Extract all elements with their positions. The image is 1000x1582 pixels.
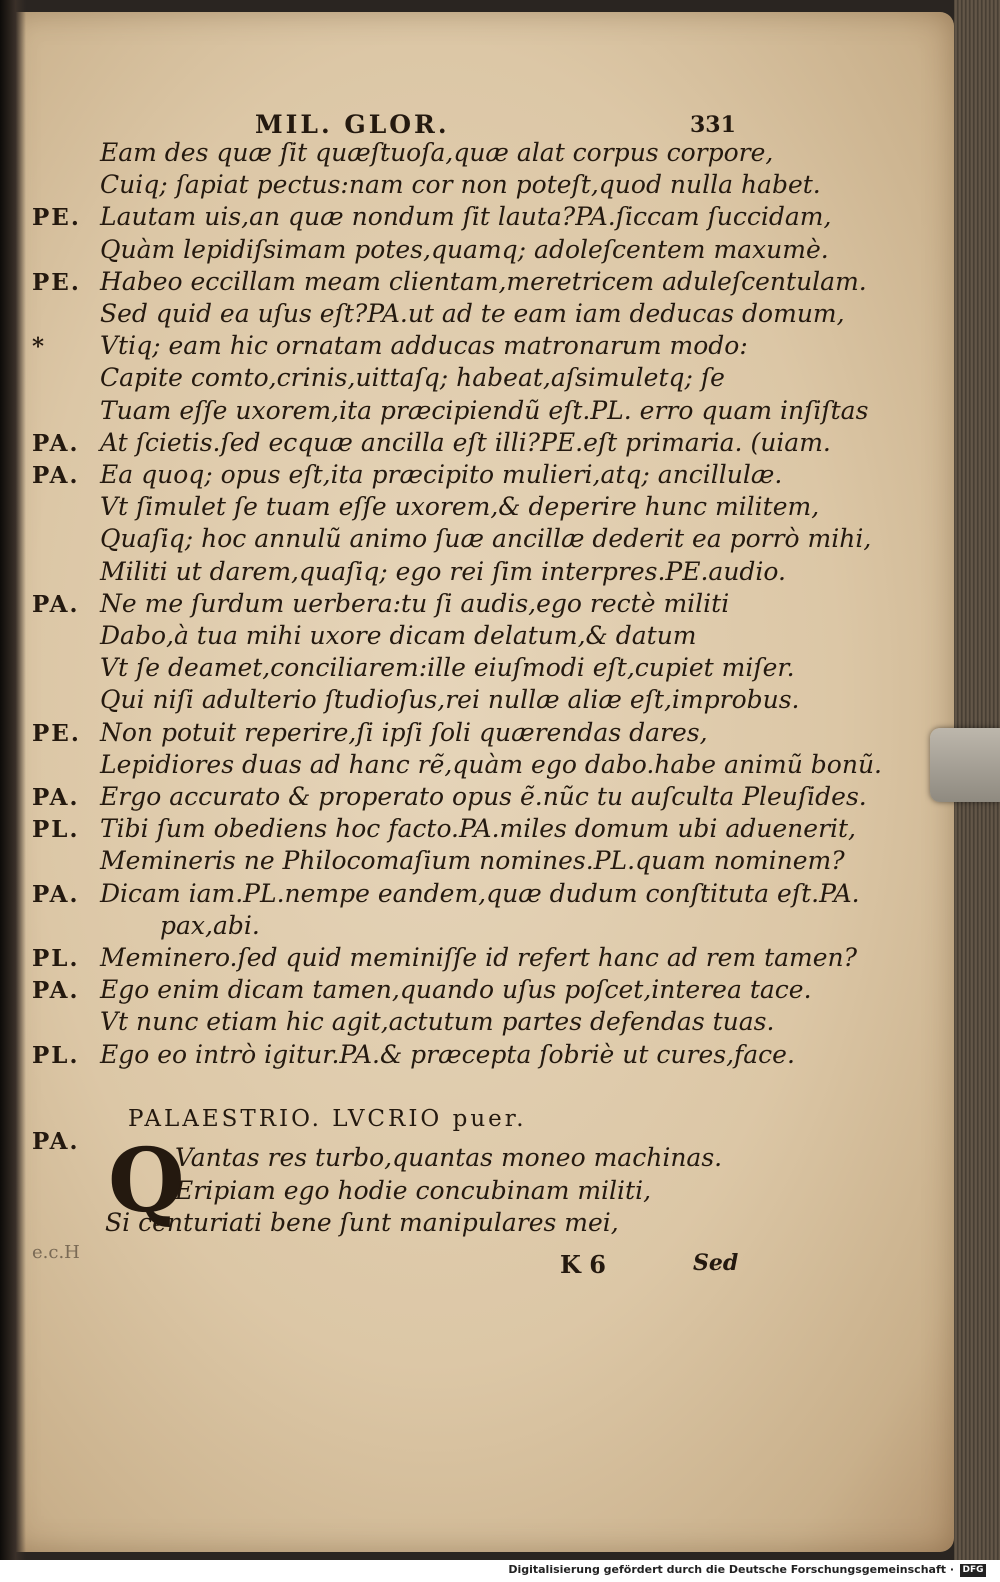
verse-line: Tuam eſſe uxorem,ita præcipiendũ eſt.PL. erro quam inſiſtas <box>100 396 869 425</box>
verse-line: Ergo accurato & properato opus ẽ.nũc tu auſculta Pleuſides. <box>100 782 867 811</box>
verse-line: Vt ſe deamet,conciliarem:ille eiuſmodi eſt,cupiet miſer. <box>100 653 795 682</box>
speaker-label: PA. <box>32 977 80 1004</box>
verse-line: Non potuit reperire,ſi ipſi ſoli quærendas dares, <box>100 718 708 747</box>
catchword: Sed <box>693 1250 739 1276</box>
running-title: MIL. GLOR. <box>255 110 450 139</box>
verse-line: Lepidiores duas ad hanc rẽ,quàm ego dabo.habe animũ bonũ. <box>100 750 882 779</box>
speaker-label: PL. <box>32 1042 80 1069</box>
speaker-label: PA. <box>32 430 80 457</box>
verse-line: Vtiq; eam hic ornatam adducas matronarum modo: <box>100 331 748 360</box>
page-clip <box>930 728 1000 802</box>
scene-line: Si centuriati bene ſunt manipulares mei, <box>105 1208 619 1237</box>
drop-cap: Q <box>108 1128 185 1232</box>
scene-line: Vantas res turbo,quantas moneo machinas. <box>175 1143 723 1172</box>
verse-line: Ne me ſurdum uerbera:tu ſi audis,ego rectè militi <box>100 589 730 618</box>
verse-line: Militi ut darem,quaſiq; ego rei ſim interpres.PE.audio. <box>100 557 786 586</box>
speaker-label: PA. <box>32 591 80 618</box>
speaker-label: PL. <box>32 945 80 972</box>
margin-note: e.c.H <box>32 1242 80 1263</box>
speaker-label: PE. <box>32 204 81 231</box>
scene-heading: PALAESTRIO. LVCRIO puer. <box>128 1106 527 1132</box>
scene-line: Eripiam ego hodie concubinam militi, <box>175 1176 652 1205</box>
verse-line: Ea quoq; opus eſt,ita præcipito mulieri,atq; ancillulæ. <box>100 460 783 489</box>
speaker-label: PE. <box>32 269 81 296</box>
verse-line: Memineris ne Philocomaſium nomines.PL.quam nominem? <box>100 846 845 875</box>
verse-line: Vt nunc etiam hic agit,actutum partes defendas tuas. <box>100 1007 775 1036</box>
dfg-logo: DFG <box>960 1564 986 1577</box>
verse-line: Quàm lepidiſsimam potes,quamq; adoleſcentem maxumè. <box>100 235 829 264</box>
verse-line: Vt ſimulet ſe tuam eſſe uxorem,& deperire hunc militem, <box>100 492 820 521</box>
verse-line: Sed quid ea uſus eſt?PA.ut ad te eam iam deducas domum, <box>100 299 845 328</box>
signature-mark: K 6 <box>560 1250 606 1279</box>
verse-line: Capite comto,crinis,uittaſq; habeat,aſsimuletq; ſe <box>100 363 725 392</box>
verse-line: Quaſiq; hoc annulũ animo ſuæ ancillæ dederit ea porrò mihi, <box>100 524 872 553</box>
verse-line: Qui niſi adulterio ſtudioſus,rei nullæ aliæ eſt,improbus. <box>100 685 800 714</box>
verse-line: Dabo,à tua mihi uxore dicam delatum,& datum <box>100 621 697 650</box>
speaker-label: * <box>32 333 47 360</box>
verse-line: Eam des quæ ſit quæſtuoſa,quæ alat corpus corpore, <box>100 138 774 167</box>
speaker-label: PA. <box>32 784 80 811</box>
verse-line: Habeo eccillam meam clientam,meretricem aduleſcentulam. <box>100 267 867 296</box>
speaker-label: PA. <box>32 881 80 908</box>
footer-credit: Digitalisierung gefördert durch die Deutsche Forschungsgemeinschaft · <box>508 1563 954 1576</box>
page-number: 331 <box>690 112 736 138</box>
scene-speaker: PA. <box>32 1128 80 1155</box>
verse-line: Meminero.ſed quid meminiſſe id refert hanc ad rem tamen? <box>100 943 858 972</box>
verse-line: Tibi ſum obediens hoc facto.PA.miles domum ubi aduenerit, <box>100 814 857 843</box>
book-binding <box>0 0 26 1560</box>
speaker-label: PE. <box>32 720 81 747</box>
verse-line: Ego enim dicam tamen,quando uſus poſcet,interea tace. <box>100 975 812 1004</box>
verse-line: At ſcietis.ſed ecquæ ancilla eſt illi?PE.eſt primaria. (uiam. <box>100 428 831 457</box>
verse-line: Ego eo intrò igitur.PA.& præcepta ſobriè ut cures,face. <box>100 1040 795 1069</box>
verse-line: Lautam uis,an quæ nondum ſit lauta?PA.ſiccam ſuccidam, <box>100 202 832 231</box>
speaker-label: PL. <box>32 816 80 843</box>
speaker-label: PA. <box>32 462 80 489</box>
verse-line: Dicam iam.PL.nempe eandem,quæ dudum conſtituta eſt.PA. <box>100 879 860 908</box>
footer-bar <box>0 1560 1000 1582</box>
verse-line: pax,abi. <box>160 911 260 940</box>
verse-line: Cuiq; ſapiat pectus:nam cor non poteſt,quod nulla habet. <box>100 170 821 199</box>
